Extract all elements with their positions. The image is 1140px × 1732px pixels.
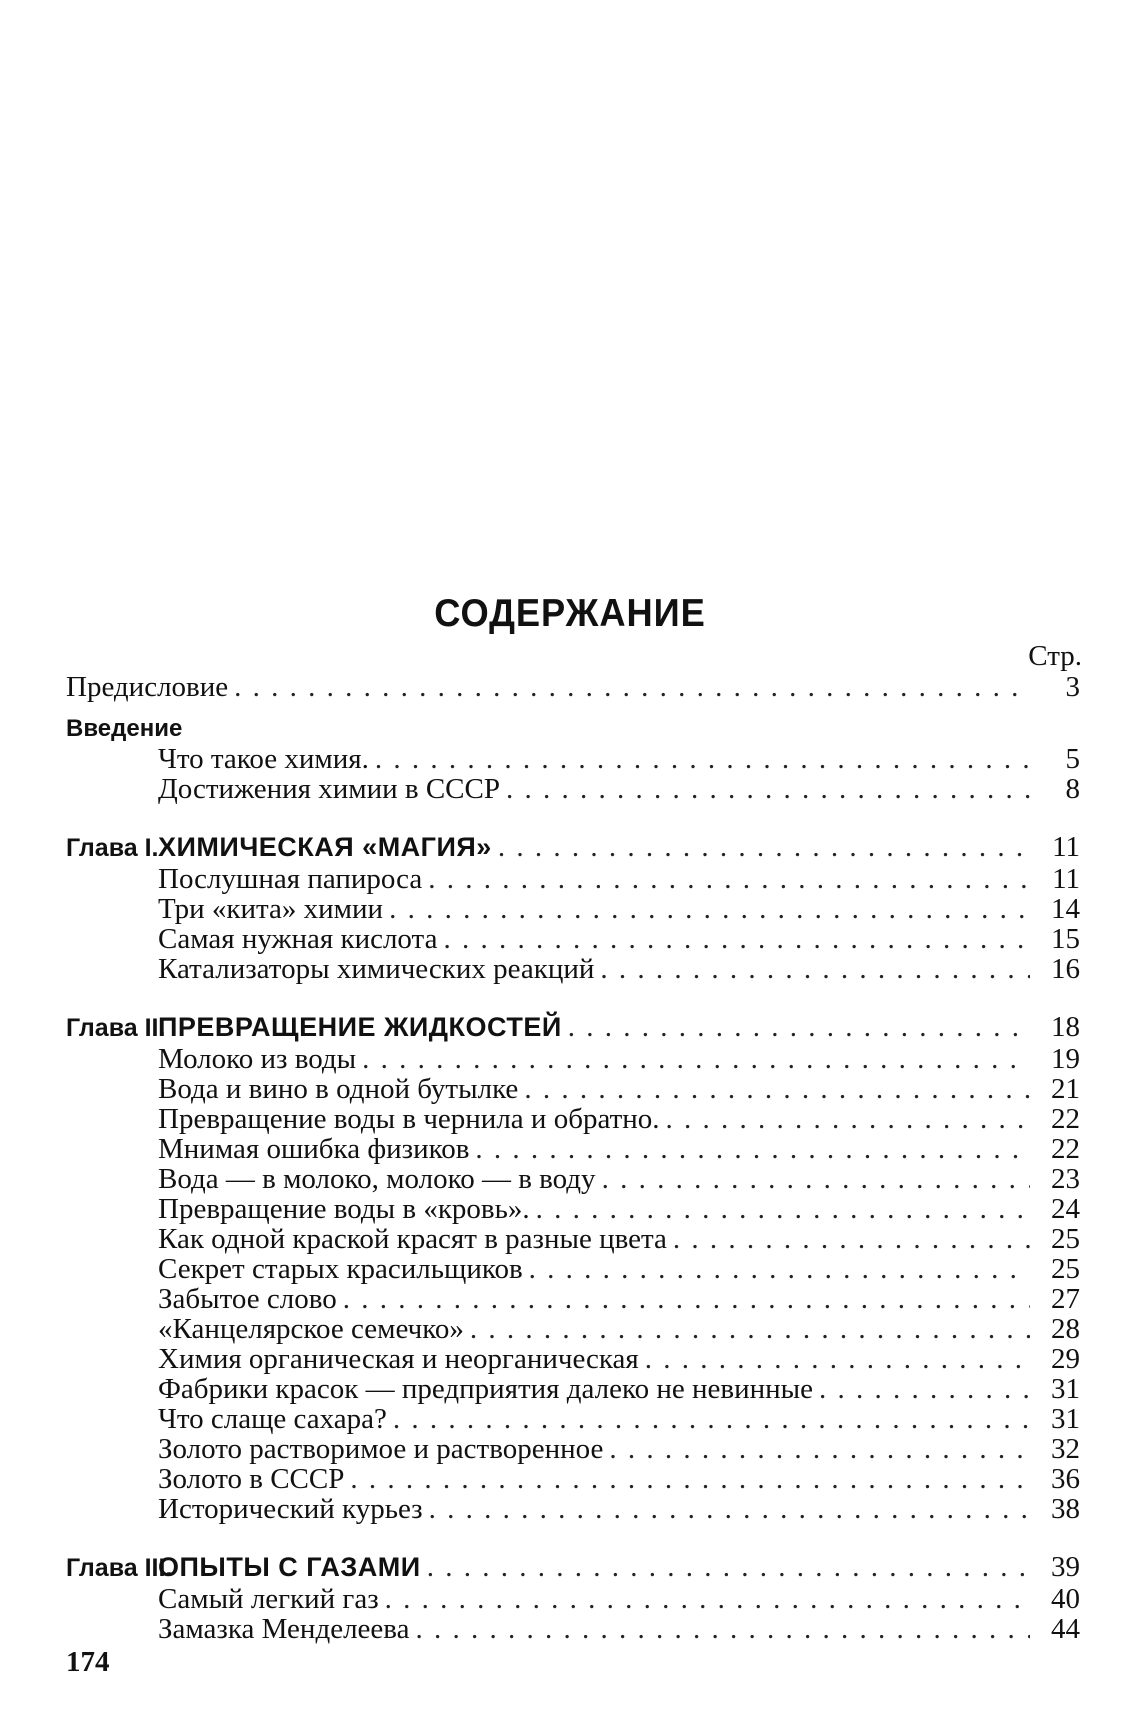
dot-leader <box>609 1434 1030 1464</box>
dot-leader <box>389 894 1030 924</box>
toc-entry-preface[interactable] <box>66 672 1080 702</box>
toc-entry[interactable] <box>66 1284 1080 1314</box>
dot-leader <box>498 830 1030 864</box>
toc-entry-label: Вода — в молоко, молоко — в воду <box>158 1163 596 1195</box>
toc-entry-label: Самый легкий газ <box>158 1583 379 1615</box>
dot-leader <box>362 1044 1030 1074</box>
toc-entry-page: 18 <box>1051 1011 1080 1043</box>
toc-entry-label: Химия органическая и неорганическая <box>158 1343 639 1375</box>
toc-entry-page: 31 <box>1051 1403 1080 1435</box>
toc-entry[interactable] <box>66 924 1080 954</box>
dot-leader <box>350 1464 1030 1494</box>
toc-entry-page: 11 <box>1052 863 1080 895</box>
toc-entry[interactable] <box>66 1584 1080 1614</box>
chapter-heading-3[interactable] <box>66 1550 1080 1584</box>
chapter-prefix: Глава II. <box>66 1014 166 1042</box>
chapter-prefix: Глава III. <box>66 1554 173 1582</box>
page-title: СОДЕРЖАНИЕ <box>434 592 706 635</box>
dot-leader <box>415 1614 1030 1644</box>
dot-leader <box>529 1254 1030 1284</box>
dot-leader <box>600 954 1030 984</box>
toc-entry-page: 25 <box>1051 1253 1080 1285</box>
toc-entry-page: 31 <box>1051 1373 1080 1405</box>
toc-entry-label: Золото растворимое и растворенное <box>158 1433 604 1465</box>
toc-entry[interactable] <box>66 1614 1080 1644</box>
toc-entry-label: Мнимая ошибка физиков <box>158 1133 470 1165</box>
toc-entry[interactable] <box>66 864 1080 894</box>
dot-leader <box>475 1134 1030 1164</box>
toc-entry[interactable] <box>66 1344 1080 1374</box>
toc-entry[interactable] <box>66 1404 1080 1434</box>
toc-entry-page: 5 <box>1065 743 1080 775</box>
toc-entry-label: Превращение воды в чернила и обратно. <box>158 1103 660 1135</box>
toc-entry-page: 32 <box>1051 1433 1080 1465</box>
toc-entry-label: Фабрики красок — предприятия далеко не невинные <box>158 1373 813 1405</box>
toc-entry[interactable] <box>66 1434 1080 1464</box>
chapter-heading-2[interactable] <box>66 1010 1080 1044</box>
toc-entry-page: 16 <box>1051 953 1080 985</box>
toc-entry-page: 24 <box>1051 1193 1080 1225</box>
toc-entry-label: Предисловие <box>66 671 229 703</box>
toc-entry-label: Превращение воды в «кровь». <box>158 1193 530 1225</box>
dot-leader <box>470 1314 1030 1344</box>
toc-entry[interactable] <box>66 1164 1080 1194</box>
toc-entry-page: 3 <box>1065 671 1080 703</box>
dot-leader <box>428 864 1030 894</box>
toc-entry-label: «Канцелярское семечко» <box>158 1313 464 1345</box>
toc-entry-page: 38 <box>1051 1493 1080 1525</box>
chapter-heading-1[interactable] <box>66 830 1080 864</box>
dot-leader <box>645 1344 1030 1374</box>
toc-entry[interactable] <box>66 774 1080 804</box>
toc-entry-page: 36 <box>1051 1463 1080 1495</box>
toc-entry[interactable] <box>66 744 1080 774</box>
toc-entry[interactable] <box>66 1104 1080 1134</box>
toc-entry-page: 19 <box>1051 1043 1080 1075</box>
toc-entry-label: Секрет старых красильщиков <box>158 1253 523 1285</box>
toc-entry[interactable] <box>66 1494 1080 1524</box>
toc-entry-page: 44 <box>1051 1613 1080 1645</box>
toc-entry-page: 8 <box>1065 773 1080 805</box>
toc-entry-page: 15 <box>1051 923 1080 955</box>
toc-entry-page: 23 <box>1051 1163 1080 1195</box>
dot-leader <box>568 1010 1030 1044</box>
toc-entry[interactable] <box>66 894 1080 924</box>
chapter-prefix: Глава I. <box>66 834 159 862</box>
toc-entry-page: 28 <box>1051 1313 1080 1345</box>
toc-entry[interactable] <box>66 1464 1080 1494</box>
toc-entry[interactable] <box>66 1314 1080 1344</box>
toc-entry-label: Вода и вино в одной бутылке <box>158 1073 519 1105</box>
toc-entry-page: 22 <box>1051 1103 1080 1135</box>
toc-entry-page: 14 <box>1051 893 1080 925</box>
dot-leader <box>429 1494 1030 1524</box>
toc-entry[interactable] <box>66 1224 1080 1254</box>
dot-leader <box>666 1104 1030 1134</box>
dot-leader <box>506 774 1030 804</box>
toc-entry[interactable] <box>66 1194 1080 1224</box>
chapter-title: ПРЕВРАЩЕНИЕ ЖИДКОСТЕЙ <box>158 1012 562 1042</box>
toc-entry-label: Замазка Менделеева <box>158 1613 410 1645</box>
toc-entry-label: Достижения химии в СССР <box>158 773 500 805</box>
toc-entry-page: 22 <box>1051 1133 1080 1165</box>
toc-entry-label: Исторический курьез <box>158 1493 423 1525</box>
toc-entry-page: 29 <box>1051 1343 1080 1375</box>
dot-leader <box>443 924 1030 954</box>
toc-entry-page: 21 <box>1051 1073 1080 1105</box>
toc-entry-label: Молоко из воды <box>158 1043 357 1075</box>
dot-leader <box>375 744 1030 774</box>
dot-leader <box>343 1284 1030 1314</box>
toc-entry-label: Три «кита» химии <box>158 893 384 925</box>
dot-leader <box>673 1224 1030 1254</box>
toc-entry[interactable] <box>66 1134 1080 1164</box>
toc-entry-label: Забытое слово <box>158 1283 337 1315</box>
dot-leader <box>393 1404 1030 1434</box>
dot-leader <box>427 1550 1030 1584</box>
dot-leader <box>524 1074 1030 1104</box>
toc-entry-page: 39 <box>1051 1551 1080 1583</box>
toc-entry-label: Самая нужная кислота <box>158 923 438 955</box>
toc-entry-page: 11 <box>1052 831 1080 863</box>
toc-entry[interactable] <box>66 1044 1080 1074</box>
section-heading-introduction: Введение <box>66 715 183 742</box>
toc-entry[interactable] <box>66 1374 1080 1404</box>
toc-entry-label: Что слаще сахара? <box>158 1403 387 1435</box>
dot-leader <box>536 1194 1030 1224</box>
toc-entry-page: 27 <box>1051 1283 1080 1315</box>
toc-entry[interactable] <box>66 1254 1080 1284</box>
toc-entry-page: 40 <box>1051 1583 1080 1615</box>
toc-entry-label: Как одной краской красят в разные цвета <box>158 1223 667 1255</box>
table-of-contents <box>66 672 1080 1644</box>
toc-entry-label: Золото в СССР <box>158 1463 345 1495</box>
chapter-title: ХИМИЧЕСКАЯ «МАГИЯ» <box>158 832 492 862</box>
toc-entry[interactable] <box>66 1074 1080 1104</box>
dot-leader <box>385 1584 1030 1614</box>
toc-entry-label: Катализаторы химических реакций <box>158 953 595 985</box>
toc-entry-label: Что такое химия. <box>158 743 369 775</box>
toc-entry-label: Послушная папироса <box>158 863 423 895</box>
toc-entry[interactable] <box>66 954 1080 984</box>
toc-entry-page: 25 <box>1051 1223 1080 1255</box>
page-column-header: Стр. <box>1028 640 1082 672</box>
dot-leader <box>602 1164 1030 1194</box>
dot-leader <box>819 1374 1030 1404</box>
chapter-title: ОПЫТЫ С ГАЗАМИ <box>158 1552 421 1582</box>
dot-leader <box>234 672 1030 702</box>
page-number: 174 <box>66 1646 110 1678</box>
